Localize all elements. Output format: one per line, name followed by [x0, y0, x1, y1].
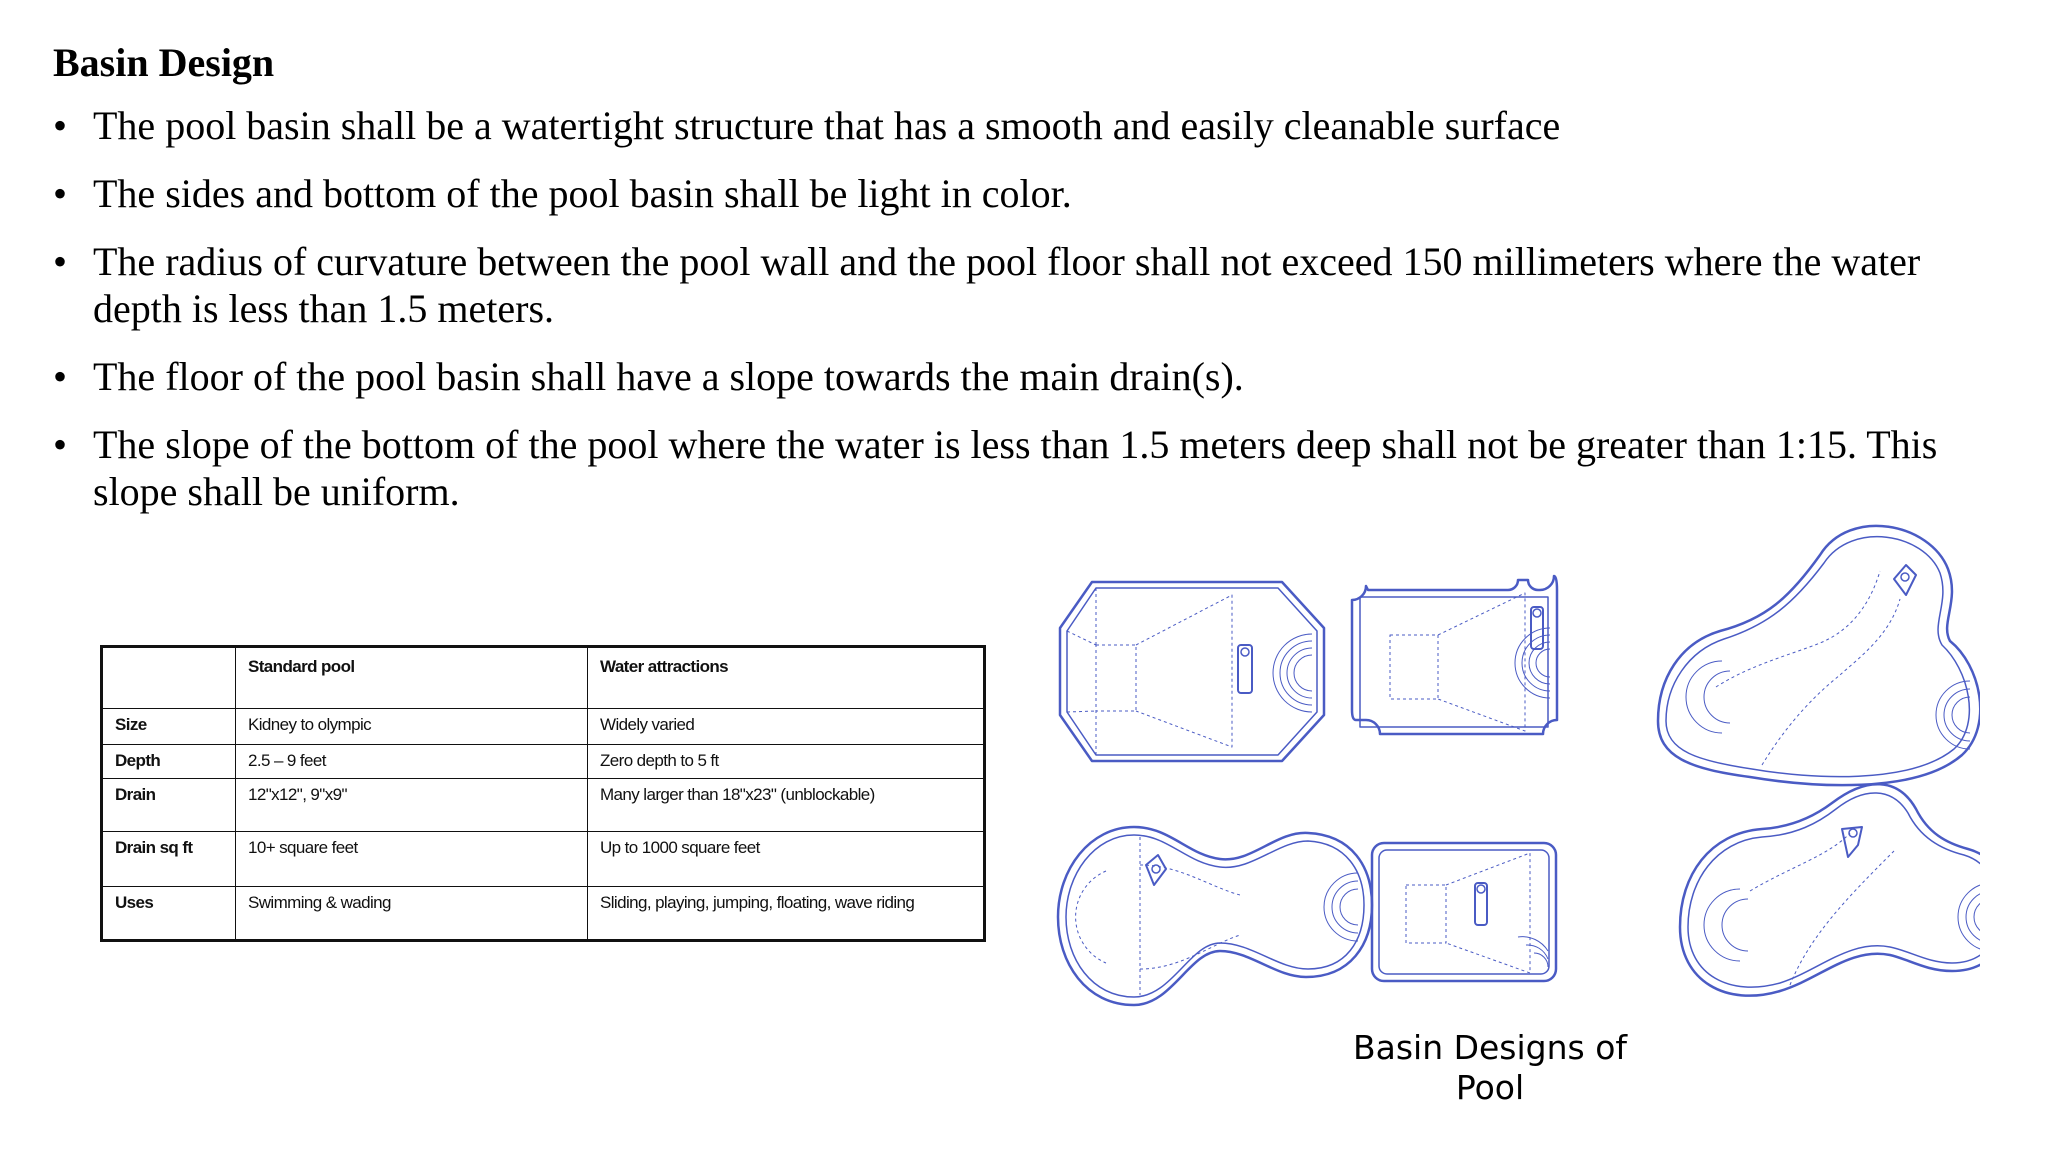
figure-caption: Basin Designs of Pool — [1352, 1028, 1628, 1107]
table-row — [102, 832, 985, 886]
rounded-rectangle-pool — [1372, 843, 1556, 981]
octagonal-rectangle-pool — [1060, 582, 1324, 761]
bullet-icon: • — [53, 171, 68, 216]
table-cell: Zero depth to 5 ft — [588, 744, 985, 778]
bullet-text: The radius of curvature between the pool wall and the pool floor shall not exceed 150 millimeters where the water depth is less than 1.5 meters. — [93, 239, 1921, 331]
figure-eight-pool — [1058, 827, 1372, 1005]
notched-rectangle-pool — [1352, 576, 1557, 734]
table-row-header: Drain — [102, 778, 236, 831]
table-cell: Up to 1000 square feet — [588, 832, 985, 886]
table-cell: Widely varied — [588, 709, 985, 744]
bullet-list — [53, 102, 2013, 536]
bullet-item — [53, 102, 2013, 149]
table-row — [102, 709, 985, 744]
pool-comparison-table — [100, 645, 986, 942]
bullet-icon: • — [53, 422, 68, 467]
table-header-row — [102, 647, 985, 709]
page-title: Basin Design — [53, 40, 275, 85]
table-cell: Kidney to olympic — [236, 709, 588, 744]
table-row-header: Drain sq ft — [102, 832, 236, 886]
table-cell: Many larger than 18"x23" (unblockable) — [588, 778, 985, 831]
table-header-cell: Water attractions — [588, 647, 985, 709]
table-row — [102, 778, 985, 831]
freeform-pool — [1658, 526, 1980, 785]
table-header-cell: Standard pool — [236, 647, 588, 709]
table-row-header: Depth — [102, 744, 236, 778]
table-header-cell — [102, 647, 236, 709]
bullet-item — [53, 238, 2013, 332]
bullet-item — [53, 353, 2013, 400]
table-cell: Sliding, playing, jumping, floating, wave riding — [588, 886, 985, 940]
bullet-item — [53, 421, 2013, 515]
table-row — [102, 744, 985, 778]
bullet-text: The sides and bottom of the pool basin shall be light in color. — [93, 171, 1072, 216]
bullet-item — [53, 170, 2013, 217]
bullet-icon: • — [53, 239, 68, 284]
bullet-text: The slope of the bottom of the pool where the water is less than 1.5 meters deep shall not be greater than 1:15. This slope shall be uniform. — [93, 422, 1938, 514]
bullet-text: The floor of the pool basin shall have a slope towards the main drain(s). — [93, 354, 1244, 399]
table-row-header: Size — [102, 709, 236, 744]
table-cell: 2.5 – 9 feet — [236, 744, 588, 778]
table-cell: 10+ square feet — [236, 832, 588, 886]
kidney-pool — [1680, 784, 1980, 995]
table-row — [102, 886, 985, 940]
table-cell: 12"x12", 9"x9" — [236, 778, 588, 831]
bullet-icon: • — [53, 354, 68, 399]
table-cell: Swimming & wading — [236, 886, 588, 940]
pool-designs-figure — [1050, 515, 1980, 1020]
bullet-icon: • — [53, 103, 68, 148]
bullet-text: The pool basin shall be a watertight structure that has a smooth and easily cleanable surface — [93, 103, 1561, 148]
table-row-header: Uses — [102, 886, 236, 940]
